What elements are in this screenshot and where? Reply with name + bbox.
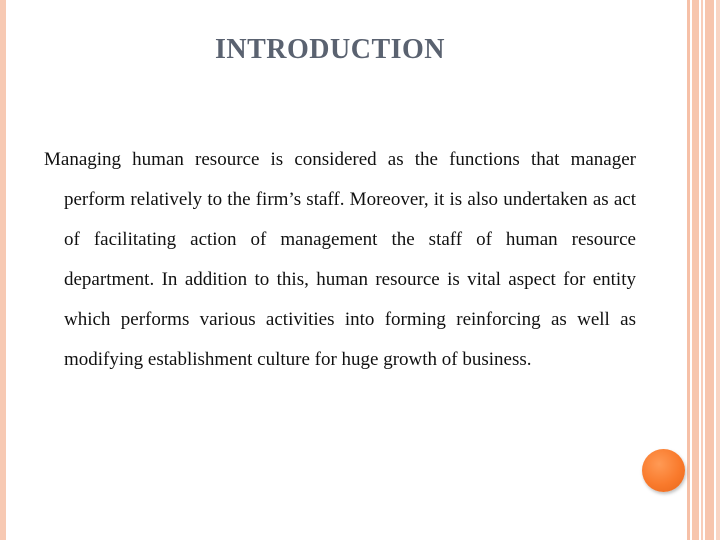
stripe [701,0,703,540]
stripe [716,0,720,540]
stripe [692,0,699,540]
slide-body-text: Managing human resource is considered as the functions that manager perform relatively to the firm’s staff. Moreover, it is also undertaken as act of facilitating action of management the staff of human resource department. In addition to this, human resource is vital aspect for entity which performs various activities into forming reinforcing as well as modifying establishment culture for huge growth of business. [44,149,636,370]
decorative-circle-icon [642,449,685,492]
stripe [705,0,714,540]
left-border-decoration [0,0,6,540]
slide-title: INTRODUCTION [214,34,446,65]
stripe [687,0,690,540]
